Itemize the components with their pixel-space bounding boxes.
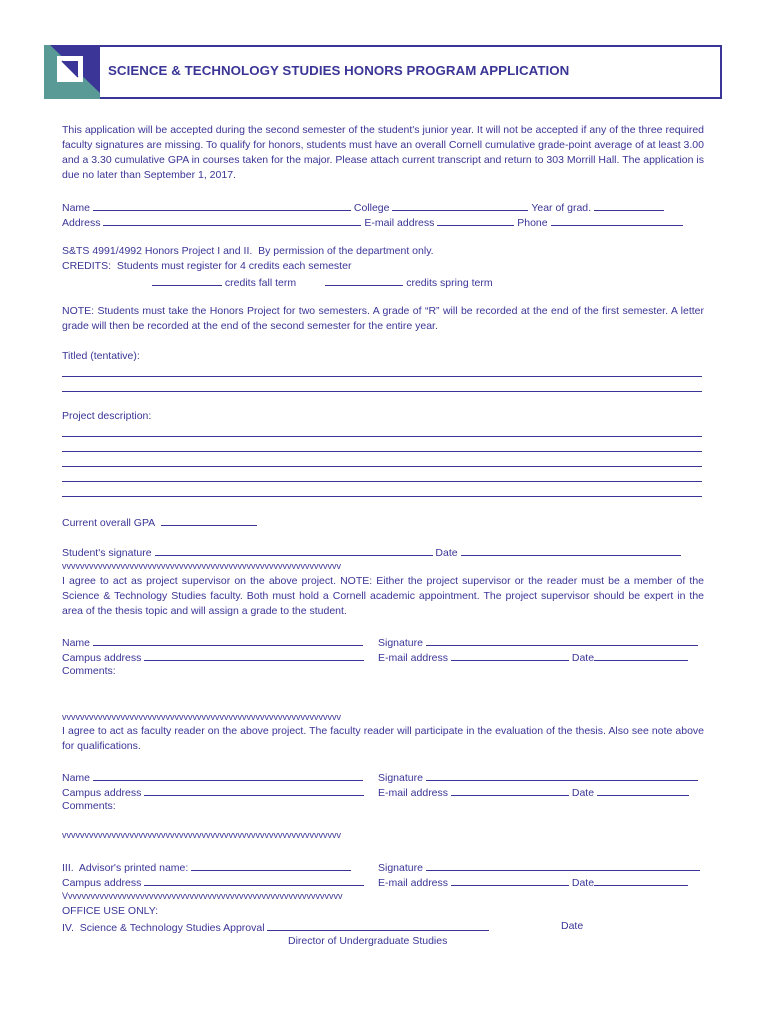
college-field[interactable] [392,199,528,211]
advisor-name-field[interactable] [191,859,351,871]
advisor-signature-field[interactable] [426,859,700,871]
reader-name-field[interactable] [93,769,363,781]
gpa-row [62,514,257,531]
credits-fall-label: credits fall term [224,277,297,289]
intro-text: This application will be accepted during the second semester of the student's junior year. It will not be accepted if any of the three required faculty signatures are missing. To qualify for honors, students must have an overall Cornell cumulative grade-point average of at least 3.00 and a 3.30 cumulative GPA in courses taken for the major. Please attach current transcript and return to 303 Morrill Hall. The application is due no later than September 1, 2017. [62,124,704,181]
advisor-email-label: E-mail address [378,877,449,889]
advisor-email-field[interactable] [451,874,569,886]
office-use-label: OFFICE USE ONLY: [62,905,159,917]
supervisor-signature-field[interactable] [426,634,698,646]
address-label: Address [62,217,101,229]
advisor-date-field[interactable] [594,874,688,886]
name-field[interactable] [93,199,351,211]
supervisor-signature-label: Signature [378,637,423,649]
supervisor-email-field[interactable] [451,649,569,661]
supervisor-text: I agree to act as project supervisor on the above project. NOTE: Either the project supervisor or the reader must be a member of the Science & Technology Studies faculty. Both must hold a Cornell academic appointment. The project supervisor should be expert in the area of the thesis topic and will assign a grade to the student. [62,575,704,617]
separator-1: vvvvvvvvvvvvvvvvvvvvvvvvvvvvvvvvvvvvvvvvvvvvvvvvvvvvvvvvvvvvvv [62,561,341,571]
student-date-field[interactable] [461,544,681,556]
title-line-1[interactable] [62,376,702,377]
email-label: E-mail address [364,217,435,229]
course-line: S&TS 4991/4992 Honors Project I and II. By permission of the department only. [62,245,434,257]
student-date-label: Date [435,547,458,559]
supervisor-name-field[interactable] [93,634,363,646]
credits-spring-label: credits spring term [406,277,493,289]
logo-graphic [44,45,100,99]
logo [44,45,100,99]
page-title: SCIENCE & TECHNOLOGY STUDIES HONORS PROGRAM APPLICATION [108,63,570,78]
college-label: College [353,202,390,214]
reader-email-row [378,784,689,801]
approval-label: IV. Science & Technology Studies Approval [62,922,265,934]
titled-label: Titled (tentative): [62,350,140,362]
separator-3: vvvvvvvvvvvvvvvvvvvvvvvvvvvvvvvvvvvvvvvvvvvvvvvvvvvvvvvvvvvvvv [62,830,341,840]
title-line-2[interactable] [62,391,702,392]
approval-signature-field[interactable] [267,919,489,931]
phone-field[interactable] [551,214,683,226]
supervisor-date-label: Date [571,652,595,664]
year-label: Year of grad. [531,202,592,214]
phone-label: Phone [517,217,548,229]
advisor-date-label: Date [571,877,595,889]
credits-fall-field[interactable] [152,274,222,286]
email-field[interactable] [437,214,514,226]
supervisor-comments-label: Comments: [62,665,116,677]
reader-text: I agree to act as faculty reader on the above project. The faculty reader will participate in the evaluation of the thesis. Also see note above for qualifications. [62,725,704,752]
reader-comments-label: Comments: [62,800,116,812]
student-address-row [62,214,683,231]
student-signature-field[interactable] [155,544,433,556]
supervisor-name-label: Name [62,637,91,649]
advisor-signature-label: Signature [378,862,423,874]
description-line-5[interactable] [62,496,702,497]
reader-campus-field[interactable] [144,784,364,796]
credits-line: CREDITS: Students must register for 4 credits each semester [62,260,352,272]
reader-date-field[interactable] [597,784,689,796]
credits-terms-row [152,274,493,291]
description-line-4[interactable] [62,481,702,482]
advisor-name-label: III. Advisor's printed name: [62,862,189,874]
approval-date-label: Date [561,920,584,932]
reader-signature-label: Signature [378,772,423,784]
address-field[interactable] [103,214,361,226]
gpa-label: Current overall GPA [62,517,156,529]
supervisor-email-row [378,649,688,666]
supervisor-campus-label: Campus address [62,652,142,664]
description-line-2[interactable] [62,451,702,452]
separator-4: Vvvvvvvvvvvvvvvvvvvvvvvvvvvvvvvvvvvvvvvvvvvvvvvvvvvvvvvvvvvvvv [62,891,343,901]
supervisor-date-field[interactable] [594,649,688,661]
name-label: Name [62,202,91,214]
reader-signature-field[interactable] [426,769,698,781]
student-signature-label: Student's signature [62,547,152,559]
year-field[interactable] [594,199,664,211]
reader-date-label: Date [571,787,595,799]
reader-email-label: E-mail address [378,787,449,799]
supervisor-email-label: E-mail address [378,652,449,664]
advisor-campus-field[interactable] [144,874,364,886]
advisor-campus-label: Campus address [62,877,142,889]
supervisor-campus-field[interactable] [144,649,364,661]
reader-campus-label: Campus address [62,787,142,799]
description-line-1[interactable] [62,436,702,437]
reader-name-label: Name [62,772,91,784]
gpa-field[interactable] [161,514,257,526]
credits-spring-field[interactable] [325,274,403,286]
separator-2: vvvvvvvvvvvvvvvvvvvvvvvvvvvvvvvvvvvvvvvvvvvvvvvvvvvvvvvvvvvvvv [62,712,341,722]
description-line-3[interactable] [62,466,702,467]
reader-email-field[interactable] [451,784,569,796]
description-label: Project description: [62,410,152,422]
note-text: NOTE: Students must take the Honors Project for two semesters. A grade of “R” will be recorded at the end of the first semester. A letter grade will then be recorded at the end of the second semester for the entire year. [62,305,704,332]
director-label: Director of Undergraduate Studies [288,935,448,947]
advisor-email-row [378,874,688,891]
